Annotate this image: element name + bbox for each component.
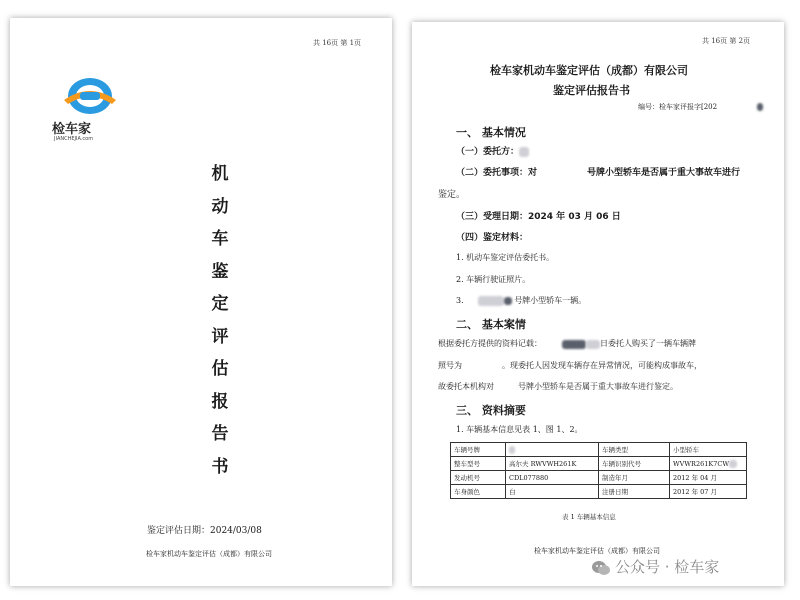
redacted-block	[519, 147, 529, 157]
table-cell: 车辆号牌	[451, 443, 506, 457]
page-number: 共 16页 第 2页	[702, 37, 751, 45]
table-cell: 制造年月	[599, 471, 670, 485]
section-basic-info: 一、 基本情况	[456, 126, 526, 139]
table-cell: CDL077880	[506, 471, 599, 485]
matter-text: 号牌小型轿车是否属于重大事故车进行	[587, 168, 741, 178]
company-title: 检车家机动车鉴定评估（成都）有限公司	[490, 64, 688, 77]
table-row	[451, 443, 747, 457]
title-char: 告	[211, 424, 229, 444]
table-cell: 高尔夫 RWVWH261K	[506, 457, 599, 471]
matter-line	[456, 165, 740, 178]
logo-website: JIANCHEJIA.com	[54, 136, 94, 142]
table-cell-text: WVWR261K7CW	[673, 459, 730, 468]
accept-date-line: （三）受理日期：2024 年 03 月 06 日	[456, 212, 621, 222]
page-number: 共 16页 第 1页	[313, 39, 362, 47]
section-summary: 三、 资料摘要	[456, 404, 526, 417]
case-line-1	[438, 338, 696, 349]
table-row	[451, 457, 747, 471]
logo-name: 检车家	[52, 122, 92, 137]
material-item: 3.	[456, 296, 464, 305]
redacted-block	[729, 460, 737, 468]
table-cell: 注册日期	[599, 485, 670, 499]
page-footer-company: 检车家机动车鉴定评估（成都）有限公司	[534, 547, 660, 555]
case-text: 日委托人购买了一辆车辆牌	[600, 339, 696, 348]
report-title: 鉴定评估报告书	[553, 84, 630, 97]
case-text: 号牌小型轿车是否属于重大事故车进行鉴定。	[518, 382, 678, 391]
report-content-page	[412, 22, 784, 586]
redacted-block	[586, 340, 600, 349]
material-item: 2. 车辆行驶证照片。	[456, 275, 531, 284]
title-char: 定	[211, 294, 229, 314]
matter-line-2: 鉴定。	[438, 190, 466, 200]
vehicle-info-table	[450, 442, 747, 499]
serial-text: 编号：检车家评报字[202	[638, 103, 718, 111]
report-serial	[638, 102, 763, 112]
redacted-block	[757, 103, 763, 111]
title-char: 书	[211, 456, 229, 477]
redacted-block	[562, 340, 586, 349]
table-cell: 车辆类型	[599, 443, 670, 457]
table-cell	[670, 457, 747, 471]
title-char: 车	[211, 229, 229, 249]
title-char: 动	[211, 196, 229, 217]
title-char: 机	[211, 164, 229, 184]
section-case: 二、 基本案情	[456, 318, 526, 331]
vertical-report-title	[210, 158, 230, 483]
materials-label: （四）鉴定材料：	[456, 233, 529, 243]
appraisal-date: 鉴定评估日期：2024/03/08	[147, 526, 262, 536]
table-cell: 2012 年 04 月	[670, 471, 747, 485]
table-caption: 表 1 车辆基本信息	[562, 513, 616, 521]
title-char: 评	[211, 326, 229, 347]
title-char: 鉴	[211, 261, 229, 282]
table-cell: 车辆识别代号	[599, 457, 670, 471]
client-label: （一）委托方：	[456, 147, 520, 157]
case-text: 。现委托人因发现车辆存在异常情况，可能构成事故车，	[502, 361, 702, 370]
table-cell: 车身颜色	[451, 485, 506, 499]
table-cell: 2012 年 07 月	[670, 485, 747, 499]
table-cell: 整车型号	[451, 457, 506, 471]
case-text: 照号为	[438, 361, 462, 370]
client-line	[456, 144, 529, 157]
matter-label: （二）委托事项：对	[456, 168, 538, 178]
wechat-icon	[591, 560, 611, 576]
redacted-block	[509, 446, 515, 454]
table-row	[451, 471, 747, 485]
watermark-text: 公众号 · 检车家	[615, 558, 720, 576]
table-row	[451, 485, 747, 499]
table-cell: 小型轿车	[670, 443, 747, 457]
case-line-2	[438, 360, 702, 371]
table-cell: 发动机号	[451, 471, 506, 485]
table-cell: 白	[506, 485, 599, 499]
title-char: 估	[211, 359, 229, 379]
cover-company-name: 检车家机动车鉴定评估（成都）有限公司	[146, 550, 272, 558]
wechat-watermark	[591, 556, 719, 577]
material-item-3	[456, 295, 586, 306]
table-cell	[506, 443, 599, 457]
case-text: 故委托本机构对	[438, 382, 494, 391]
material-item: 1. 机动车鉴定评估委托书。	[456, 253, 555, 262]
case-line-3	[438, 381, 678, 392]
redacted-block	[478, 296, 504, 306]
summary-line: 1. 车辆基本信息见表 1、图 1、2。	[456, 425, 583, 434]
redacted-block	[504, 297, 512, 305]
material-3-text: 号牌小型轿车一辆。	[514, 296, 587, 305]
case-text: 根据委托方提供的资料记载：	[438, 339, 542, 348]
report-cover-page	[10, 18, 392, 586]
title-char: 报	[211, 391, 229, 412]
